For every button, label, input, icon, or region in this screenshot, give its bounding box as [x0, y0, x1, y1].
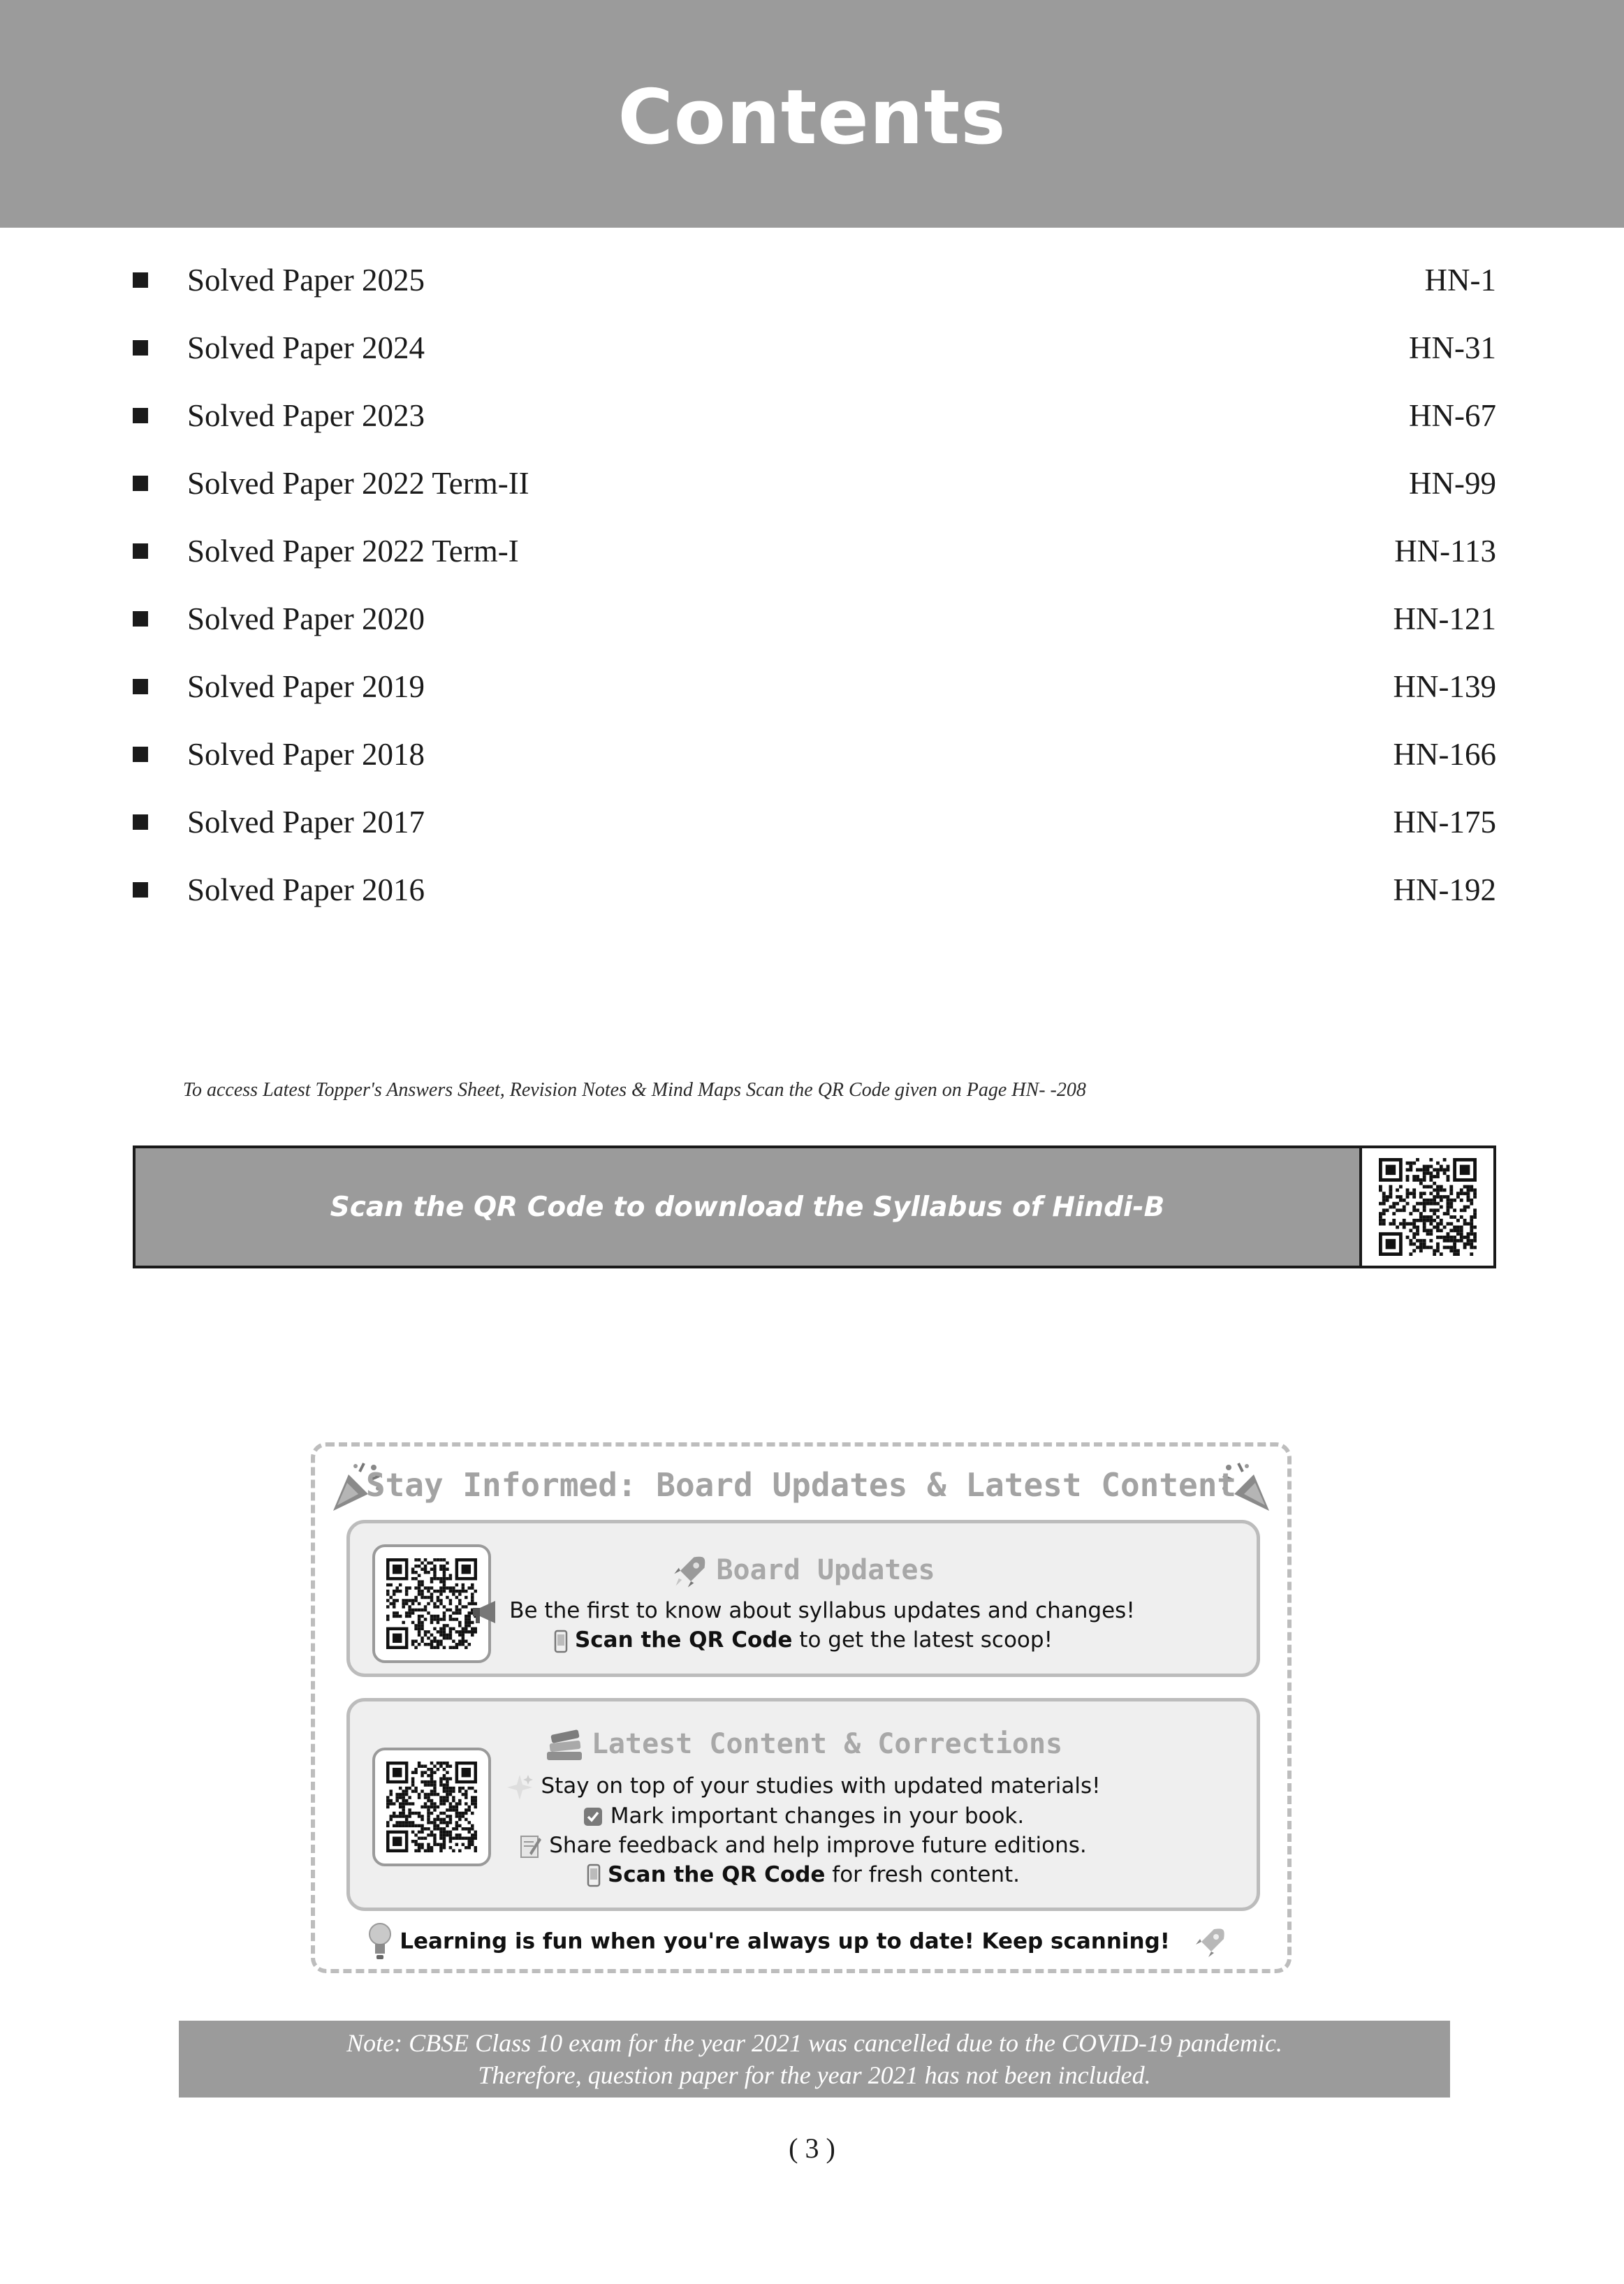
square-bullet-icon [133, 340, 148, 356]
toc-item-page: HN-192 [1393, 872, 1496, 907]
toc-item[interactable] [133, 314, 1496, 381]
toc-item-page: HN-113 [1394, 533, 1496, 569]
latest-content-card [346, 1698, 1260, 1911]
board-updates-line1: Be the first to know about syllabus updates and changes! [509, 1598, 1135, 1623]
latest-content-line1: Stay on top of your studies with updated materials! [541, 1773, 1101, 1799]
scan-qr-bold: Scan the QR Code [607, 1861, 826, 1887]
scan-qr-bold: Scan the QR Code [574, 1627, 793, 1653]
toc-item-page: HN-99 [1409, 465, 1496, 501]
syllabus-banner-text: Scan the QR Code to download the Syllabus of Hindi-B [330, 1191, 1165, 1223]
square-bullet-icon [133, 272, 148, 288]
square-bullet-icon [133, 476, 148, 491]
toc-item[interactable] [133, 585, 1496, 652]
toc-item-title: Solved Paper 2019 [187, 668, 425, 704]
toc-item-page: HN-1 [1424, 262, 1496, 298]
toc-item-title: Solved Paper 2018 [187, 736, 425, 772]
square-bullet-icon [133, 747, 148, 762]
toc-item[interactable] [133, 449, 1496, 517]
latest-content-lines [350, 1771, 1257, 1889]
page-title: Contents [617, 73, 1007, 161]
square-bullet-icon [133, 408, 148, 423]
toc-item[interactable] [133, 720, 1496, 788]
board-updates-lines [350, 1596, 1257, 1655]
stay-informed-title: Stay Informed: Board Updates & Latest Content [365, 1466, 1237, 1504]
toc-item[interactable] [133, 652, 1496, 720]
latest-content-line4-rest: for fresh content. [825, 1861, 1021, 1887]
toc-item-page: HN-121 [1393, 601, 1496, 636]
rocket-icon [671, 1553, 709, 1590]
toc-item-page: HN-175 [1393, 804, 1496, 840]
memo-icon [520, 1833, 542, 1859]
contents-list [133, 246, 1496, 923]
latest-content-line [350, 1771, 1257, 1801]
books-icon [544, 1728, 585, 1763]
lightbulb-icon [367, 1921, 393, 1963]
latest-content-heading [350, 1728, 1257, 1763]
board-updates-line [350, 1625, 1257, 1655]
toc-item-title: Solved Paper 2023 [187, 397, 425, 433]
latest-content-line3: Share feedback and help improve future editions. [549, 1832, 1087, 1858]
access-note: To access Latest Topper's Answers Sheet, Revision Notes & Mind Maps Scan the QR Code given on Page HN- -208 [183, 1079, 1086, 1101]
toc-item-page: HN-139 [1393, 668, 1496, 704]
covid-note-line2: Therefore, question paper for the year 2021 has not been included. [478, 2061, 1151, 2089]
board-updates-heading [350, 1553, 1257, 1590]
stay-informed-footer-text: Learning is fun when you're always up to date! Keep scanning! [400, 1928, 1170, 1954]
megaphone-icon [471, 1599, 502, 1625]
toc-item[interactable] [133, 517, 1496, 585]
toc-item-title: Solved Paper 2025 [187, 262, 425, 298]
covid-note-line1: Note: CBSE Class 10 exam for the year 2021 was cancelled due to the COVID-19 pandemic. [346, 2029, 1282, 2057]
toc-item-title: Solved Paper 2017 [187, 804, 425, 840]
phone-icon [587, 1864, 601, 1887]
toc-item[interactable] [133, 856, 1496, 923]
square-bullet-icon [133, 814, 148, 830]
toc-item-title: Solved Paper 2020 [187, 601, 425, 636]
toc-item-title: Solved Paper 2022 Term-I [187, 533, 519, 569]
covid-note [179, 2021, 1450, 2098]
latest-content-line [350, 1801, 1257, 1831]
board-updates-heading-text: Board Updates [716, 1554, 935, 1586]
toc-item[interactable] [133, 788, 1496, 856]
latest-content-line2: Mark important changes in your book. [610, 1803, 1025, 1829]
qr-code-icon[interactable] [1359, 1148, 1493, 1266]
latest-content-line [350, 1860, 1257, 1889]
checkbox-icon [583, 1806, 603, 1827]
toc-item-page: HN-166 [1393, 736, 1496, 772]
square-bullet-icon [133, 611, 148, 627]
page-number: ( 3 ) [789, 2132, 835, 2164]
rocket-icon [1193, 1925, 1228, 1960]
sparkles-icon [506, 1773, 534, 1801]
toc-item-title: Solved Paper 2024 [187, 330, 425, 365]
square-bullet-icon [133, 543, 148, 559]
toc-item-page: HN-67 [1409, 397, 1496, 433]
toc-item[interactable] [133, 381, 1496, 449]
syllabus-banner [133, 1145, 1496, 1268]
phone-icon [554, 1630, 568, 1653]
latest-content-heading-text: Latest Content & Corrections [591, 1728, 1063, 1760]
toc-item[interactable] [133, 246, 1496, 314]
board-updates-line2-rest: to get the latest scoop! [792, 1627, 1053, 1653]
toc-item-page: HN-31 [1409, 330, 1496, 365]
stay-informed-footer [315, 1921, 1287, 1963]
toc-item-title: Solved Paper 2022 Term-II [187, 465, 529, 501]
latest-content-line [350, 1831, 1257, 1860]
square-bullet-icon [133, 882, 148, 898]
square-bullet-icon [133, 679, 148, 694]
board-updates-card [346, 1520, 1260, 1677]
toc-item-title: Solved Paper 2016 [187, 872, 425, 907]
header-band [0, 0, 1624, 228]
stay-informed-box [311, 1442, 1292, 1973]
board-updates-line [350, 1596, 1257, 1625]
